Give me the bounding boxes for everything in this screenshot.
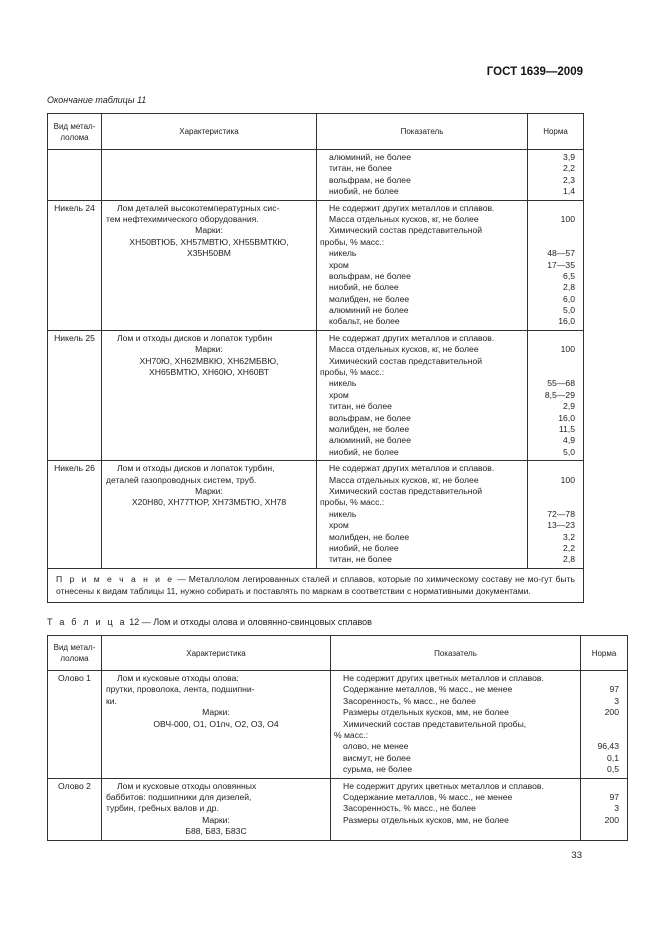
column-header-kind: Вид метал- лолома [48, 114, 102, 150]
norm-value: 2,2 [563, 542, 575, 553]
indicator-line: пробы, % масс.: [320, 236, 385, 247]
indicator-line: Не содержат других металлов и сплавов. [329, 463, 495, 474]
norm-value: 200 [604, 814, 619, 825]
grade-line: Б88, Б83, Б83С [185, 826, 247, 837]
norm-value: 6,5 [563, 270, 575, 281]
characteristic-line: Лом деталей высокотемпературных сис- [117, 202, 280, 213]
indicator-line: Размеры отдельных кусков, мм, не более [343, 707, 509, 718]
indicator-line: висмут, не более [343, 752, 411, 763]
column-header-norm: Норма [528, 114, 584, 150]
indicator-line: Не содержит других цветных металлов и сплавов. [343, 780, 544, 791]
indicator-line: алюминий, не более [329, 435, 411, 446]
grades-label: Марки: [195, 225, 223, 236]
indicator-line: Засоренность, % масс., не более [343, 803, 476, 814]
characteristic-line: Лом и кусковые отходы олова: [117, 673, 239, 683]
indicator-line: никель [329, 378, 357, 389]
indicator-line: олово, не менее [343, 741, 409, 752]
row-characteristic [102, 461, 317, 569]
row-kind: Олово 1 [48, 671, 102, 779]
grade-line: ХН50ВТЮБ, ХН57МВТЮ, ХН55ВМТКЮ, [129, 236, 289, 247]
grade-line: Х35Н50ВМ [187, 248, 231, 259]
indicator-line: Содержание металлов, % масс., не менее [343, 791, 513, 802]
indicator-line: ниобий, не более [329, 186, 399, 197]
row-norms [528, 461, 584, 569]
column-header-norm: Норма [581, 636, 628, 671]
indicator-line: кобальт, не более [329, 316, 400, 327]
norm-value: 6,0 [563, 293, 575, 304]
indicator-line: Засоренность, % масс., не более [343, 695, 476, 706]
norm-value: 0,5 [607, 764, 619, 775]
table-row [48, 200, 584, 330]
row-indicators [317, 330, 528, 460]
norm-value: 16,0 [558, 412, 575, 423]
norm-value: 1,4 [563, 186, 575, 197]
table-row [48, 330, 584, 460]
indicator-line: Химический состав представительной [329, 485, 483, 496]
grades-label: Марки: [195, 344, 223, 355]
row-norms [581, 778, 628, 840]
indicator-line: ниобий, не более [329, 446, 399, 457]
row-norms [528, 330, 584, 460]
row-characteristic [102, 200, 317, 330]
row-kind: Никель 26 [48, 461, 102, 569]
column-header-indicator: Показатель [317, 114, 528, 150]
grade-line: ХН70Ю, ХН62МВКЮ, ХН62МБВЮ, [139, 355, 279, 366]
norm-value: 100 [560, 474, 575, 485]
indicator-line: ниобий, не более [329, 282, 399, 293]
indicator-line: Содержание металлов, % масс., не менее [343, 684, 513, 695]
table-row [48, 461, 584, 569]
indicator-line: Химический состав представительной [329, 355, 483, 366]
indicator-line: Масса отдельных кусков, кг, не более [329, 474, 479, 485]
indicator-line: Не содержит других цветных металлов и сплавов. [343, 673, 544, 683]
norm-value: 2,8 [563, 554, 575, 565]
norm-value [532, 203, 575, 214]
grade-line: ОВЧ-000, О1, О1пч, О2, О3, О4 [153, 718, 279, 729]
indicator-line: % масс.: [334, 729, 369, 740]
norm-value: 17—35 [547, 259, 575, 270]
document-id: ГОСТ 1639—2009 [486, 66, 583, 78]
table-note: П р и м е ч а н и е — Металлолом легированных сталей и сплавов, которые по химическому составу не мо-гут быть отнесены к видам таблицы 11, нужно собирать и поставлять по маркам в соответствии с нормативными документами. [48, 568, 584, 602]
table-11 [47, 113, 584, 603]
norm-value: 0,1 [607, 752, 619, 763]
norm-value: 100 [560, 344, 575, 355]
characteristic-line: тем нефтехимического оборудования. [106, 213, 259, 224]
characteristic-line: турбин, гребных валов и др. [106, 803, 219, 814]
indicator-line: хром [329, 389, 349, 400]
table-row [48, 671, 628, 779]
norm-value: 3,9 [563, 152, 575, 162]
indicator-line: алюминий, не более [329, 152, 411, 162]
grade-line: ХН65ВМТЮ, ХН60Ю, ХН60ВТ [149, 367, 269, 378]
row-indicators [331, 671, 581, 779]
row-indicators [317, 461, 528, 569]
characteristic-line: Лом и отходы дисков и лопаток турбин [117, 332, 273, 343]
norm-value: 100 [560, 213, 575, 224]
indicator-line: молибден, не более [329, 293, 410, 304]
row-indicators [317, 200, 528, 330]
norm-value [532, 333, 575, 344]
norm-value [585, 781, 619, 792]
norm-value: 200 [604, 707, 619, 718]
table-11-caption: Окончание таблицы 11 [47, 95, 147, 105]
grades-label: Марки: [195, 485, 223, 496]
norm-value [532, 356, 575, 367]
table-row [48, 150, 584, 201]
characteristic-line: деталей газопроводных систем, труб. [106, 474, 257, 485]
norm-value: 13—23 [547, 520, 575, 531]
norm-value [532, 225, 575, 236]
row-kind [48, 150, 102, 201]
norm-value: 3 [614, 803, 619, 814]
table-row [48, 778, 628, 840]
indicator-line: ниобий, не более [329, 542, 399, 553]
row-characteristic [102, 330, 317, 460]
indicator-line: Не содержат других металлов и сплавов. [329, 332, 495, 343]
row-characteristic [102, 778, 331, 840]
indicator-line: вольфрам, не более [329, 270, 411, 281]
indicator-line: Не содержит других металлов и сплавов. [329, 202, 495, 213]
indicator-line: сурьма, не более [343, 764, 413, 775]
norm-value: 2,3 [563, 174, 575, 185]
indicator-line: никель [329, 248, 357, 259]
characteristic-line: ки. [106, 695, 117, 706]
indicator-line: титан, не более [329, 163, 392, 174]
indicator-line: пробы, % масс.: [320, 367, 385, 378]
column-header-characteristic: Характеристика [102, 636, 331, 671]
norm-value [585, 730, 619, 741]
norm-value: 48—57 [547, 248, 575, 259]
characteristic-line: Лом и отходы дисков и лопаток турбин, [117, 463, 275, 474]
table-12-caption: Т а б л и ц а 12 — Лом и отходы олова и оловянно-свинцовых сплавов [47, 617, 372, 627]
page-number: 33 [571, 850, 582, 861]
row-characteristic [102, 150, 317, 201]
norm-value [585, 673, 619, 684]
norm-value [532, 497, 575, 508]
indicator-line: Химический состав представительной [329, 225, 483, 236]
characteristic-line: Лом и кусковые отходы оловянных [117, 780, 257, 791]
norm-value: 2,9 [563, 401, 575, 412]
indicator-line: вольфрам, не более [329, 174, 411, 185]
row-norms [581, 671, 628, 779]
row-indicators [331, 778, 581, 840]
column-header-indicator: Показатель [331, 636, 581, 671]
norm-value [532, 486, 575, 497]
indicator-line: Масса отдельных кусков, кг, не более [329, 344, 479, 355]
norm-value [532, 237, 575, 248]
row-characteristic [102, 671, 331, 779]
indicator-line: вольфрам, не более [329, 412, 411, 423]
table-12 [47, 635, 628, 841]
norm-value: 2,8 [563, 282, 575, 293]
indicator-line: титан, не более [329, 401, 392, 412]
row-kind: Никель 25 [48, 330, 102, 460]
norm-value: 16,0 [558, 316, 575, 327]
norm-value: 72—78 [547, 508, 575, 519]
indicator-line: Масса отдельных кусков, кг, не более [329, 213, 479, 224]
grades-label: Марки: [202, 814, 230, 825]
indicator-line: хром [329, 259, 349, 270]
norm-value: 3 [614, 695, 619, 706]
indicator-line: алюминий не более [329, 305, 409, 316]
row-indicators [317, 150, 528, 201]
indicator-line: Размеры отдельных кусков, мм, не более [343, 814, 509, 825]
indicator-line: Химический состав представительной пробы, [343, 718, 527, 729]
norm-value [585, 719, 619, 730]
grades-label: Марки: [202, 707, 230, 718]
norm-value: 96,43 [597, 741, 619, 752]
norm-value: 3,2 [563, 531, 575, 542]
row-kind: Олово 2 [48, 778, 102, 840]
characteristic-line: баббитов: подшипники для дизелей, [106, 791, 252, 802]
indicator-line: хром [329, 520, 349, 531]
norm-value: 97 [609, 791, 619, 802]
row-norms [528, 200, 584, 330]
norm-value: 2,2 [563, 163, 575, 174]
column-header-kind: Вид метал- лолома [48, 636, 102, 671]
norm-value: 11,5 [558, 423, 575, 434]
row-kind: Никель 24 [48, 200, 102, 330]
column-header-characteristic: Характеристика [102, 114, 317, 150]
norm-value: 4,9 [563, 435, 575, 446]
indicator-line: никель [329, 508, 357, 519]
indicator-line: пробы, % масс.: [320, 497, 385, 508]
norm-value: 5,0 [563, 305, 575, 316]
characteristic-line: прутки, проволока, лента, подшипни- [106, 684, 255, 695]
norm-value: 8,5—29 [544, 389, 575, 400]
indicator-line: титан, не более [329, 554, 392, 565]
indicator-line: молибден, не более [329, 531, 410, 542]
norm-value [532, 463, 575, 474]
norm-value: 5,0 [563, 446, 575, 457]
norm-value [532, 367, 575, 378]
indicator-line: молибден, не более [329, 423, 410, 434]
norm-value: 97 [609, 684, 619, 695]
norm-value: 55—68 [547, 378, 575, 389]
grade-line: Х20Н80, ХН77ТЮР, ХН73МБТЮ, ХН78 [131, 497, 287, 508]
row-norms [528, 150, 584, 201]
